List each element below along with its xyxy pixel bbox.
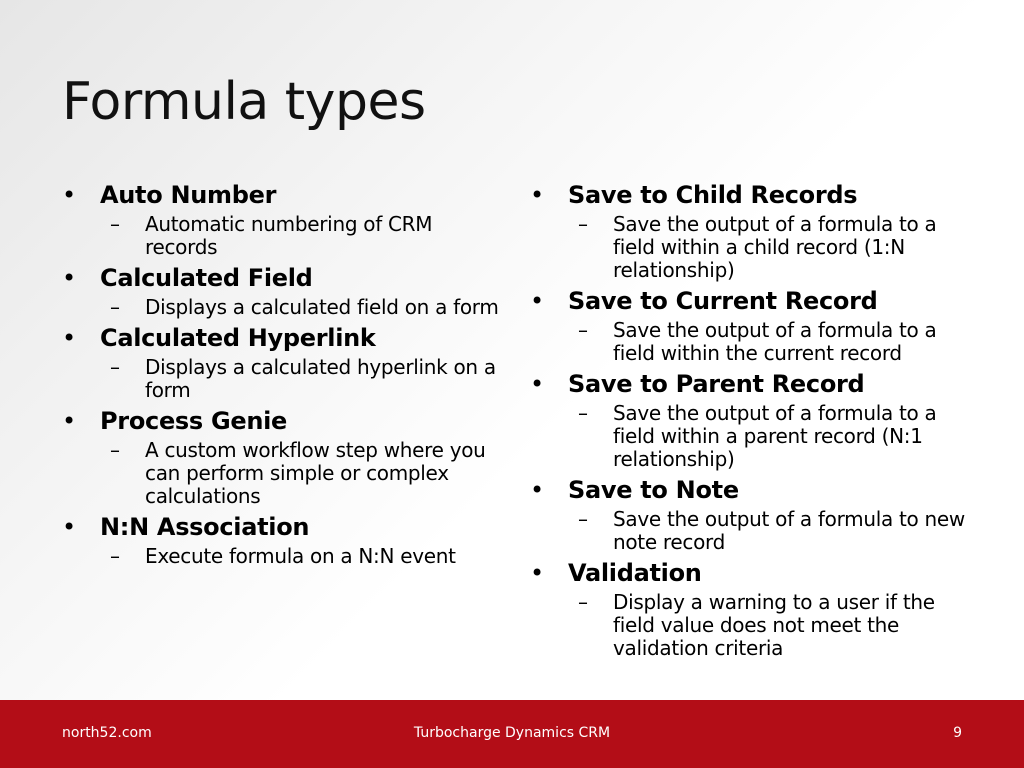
- dash-icon: –: [110, 544, 120, 568]
- list-item: [62, 406, 502, 508]
- item-heading: Calculated Field: [100, 264, 313, 292]
- bullet-icon: •: [62, 181, 76, 209]
- item-description: Save the output of a formula to a field within the current record: [613, 318, 937, 365]
- slide-number: 9: [953, 725, 962, 741]
- item-heading: Save to Current Record: [568, 287, 878, 315]
- bullet-icon: •: [530, 370, 544, 398]
- item-heading: Save to Child Records: [568, 181, 858, 209]
- list-item: [62, 512, 502, 568]
- slide-footer: [0, 700, 1024, 768]
- right-column: [530, 180, 980, 664]
- left-bullet-list: [62, 180, 502, 568]
- bullet-icon: •: [530, 287, 544, 315]
- item-heading: Save to Note: [568, 476, 739, 504]
- list-item: [530, 475, 980, 554]
- list-item: [530, 369, 980, 471]
- dash-icon: –: [110, 355, 120, 379]
- dash-icon: –: [578, 318, 588, 342]
- bullet-icon: •: [530, 181, 544, 209]
- bullet-icon: •: [530, 476, 544, 504]
- item-description: Automatic numbering of CRM records: [145, 212, 433, 259]
- dash-icon: –: [578, 212, 588, 236]
- dash-icon: –: [110, 438, 120, 462]
- item-heading: Calculated Hyperlink: [100, 324, 376, 352]
- item-description: Save the output of a formula to a field within a child record (1:N relationship): [613, 212, 937, 282]
- item-description: Displays a calculated field on a form: [145, 295, 499, 319]
- slide-title: Formula types: [62, 72, 426, 132]
- list-item: [62, 323, 502, 402]
- bullet-icon: •: [530, 559, 544, 587]
- item-description: Save the output of a formula to a field within a parent record (N:1 relationship): [613, 401, 937, 471]
- item-description: Execute formula on a N:N event: [145, 544, 456, 568]
- list-item: [530, 286, 980, 365]
- item-description: A custom workflow step where you can perform simple or complex calculations: [145, 438, 486, 508]
- dash-icon: –: [578, 507, 588, 531]
- footer-presentation-title: Turbocharge Dynamics CRM: [413, 725, 611, 741]
- bullet-icon: •: [62, 513, 76, 541]
- item-description: Displays a calculated hyperlink on a form: [145, 355, 496, 402]
- dash-icon: –: [110, 212, 120, 236]
- dash-icon: –: [110, 295, 120, 319]
- list-item: [62, 180, 502, 259]
- list-item: [62, 263, 502, 319]
- item-description: Display a warning to a user if the field value does not meet the validation criteria: [613, 590, 935, 660]
- item-heading: Auto Number: [100, 181, 277, 209]
- dash-icon: –: [578, 590, 588, 614]
- bullet-icon: •: [62, 324, 76, 352]
- bullet-icon: •: [62, 264, 76, 292]
- right-bullet-list: [530, 180, 980, 660]
- item-heading: Save to Parent Record: [568, 370, 865, 398]
- list-item: [530, 558, 980, 660]
- item-description: Save the output of a formula to new note record: [613, 507, 965, 554]
- item-heading: N:N Association: [100, 513, 310, 541]
- list-item: [530, 180, 980, 282]
- bullet-icon: •: [62, 407, 76, 435]
- left-column: [62, 180, 502, 572]
- footer-website: north52.com: [62, 725, 152, 741]
- item-heading: Process Genie: [100, 407, 288, 435]
- dash-icon: –: [578, 401, 588, 425]
- item-heading: Validation: [568, 559, 702, 587]
